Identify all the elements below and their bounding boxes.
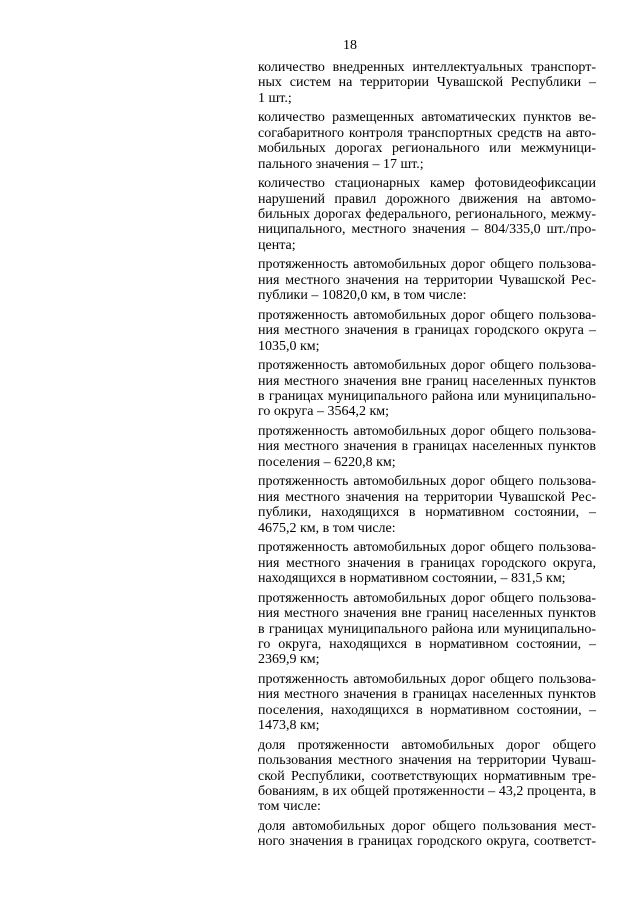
paragraph — [258, 819, 596, 850]
text-line: нарушений правил дорожного движения на автомо- — [258, 191, 596, 207]
text-line: количество внедренных интеллектуальных транспорт- — [258, 60, 596, 75]
text-line: ния местного значения вне границ населенных пунктов — [258, 373, 596, 389]
text-line: протяженность автомобильных дорог общего пользова- — [258, 424, 596, 440]
text-line: ния местного значения на территории Чувашской Рес- — [258, 272, 596, 288]
text-line: протяженность автомобильных дорог общего пользова- — [258, 307, 596, 323]
text-line: согабаритного контроля транспортных средств на авто- — [258, 125, 596, 141]
text-line: в границах муниципального района или муниципально- — [258, 621, 596, 637]
text-line: 1473,8 км; — [258, 718, 320, 734]
text-line: находящихся в нормативном состоянии, – 831,5 км; — [258, 571, 566, 587]
text-line: ных систем на территории Чувашской Республики – — [258, 75, 596, 91]
text-line: ниципального, местного значения – 804/335,0 шт./про- — [258, 222, 596, 238]
text-line: публики, находящихся в нормативном состоянии, – — [258, 505, 596, 521]
text-line: доля протяженности автомобильных дорог общего — [258, 737, 596, 753]
text-line: пального значения – 17 шт.; — [258, 156, 424, 172]
paragraph — [258, 308, 596, 354]
text-line: количество стационарных камер фотовидеофиксации — [258, 176, 596, 192]
text-line: 1035,0 км; — [258, 338, 320, 354]
text-line: протяженность автомобильных дорог общего пользова- — [258, 474, 596, 490]
text-line: поселения – 6220,8 км; — [258, 454, 396, 470]
paragraph — [258, 358, 596, 420]
page-number: 18 — [343, 38, 357, 53]
text-line: ния местного значения в границах населенных пунктов — [258, 687, 596, 703]
text-line: протяженность автомобильных дорог общего пользова- — [258, 590, 596, 606]
text-line: цента; — [258, 237, 296, 253]
text-line: протяженность автомобильных дорог общего пользова- — [258, 540, 596, 556]
text-line: ния местного значения в границах населенных пунктов — [258, 439, 596, 455]
text-line: пользования местного значения на территории Чуваш- — [258, 753, 596, 769]
text-line: в границах муниципального района или муниципально- — [258, 389, 596, 405]
paragraph — [258, 257, 596, 303]
text-line: го округа, находящихся в нормативном состоянии, – — [258, 636, 596, 652]
text-line: бильных дорогах федерального, регионального, межму- — [258, 207, 596, 223]
paragraph — [258, 738, 596, 815]
text-line: поселения, находящихся в нормативном состоянии, – — [258, 702, 596, 718]
text-line: ской Республики, соответствующих нормативным тре- — [258, 768, 596, 784]
text-line: ния местного значения на территории Чувашской Рес- — [258, 489, 596, 505]
paragraph — [258, 60, 596, 106]
text-line: доля автомобильных дорог общего пользования мест- — [258, 818, 596, 834]
text-line: протяженность автомобильных дорог общего пользова- — [258, 358, 596, 374]
text-line: том числе: — [258, 799, 321, 815]
paragraph — [258, 540, 596, 586]
paragraph — [258, 176, 596, 253]
text-line: ния местного значения вне границ населенных пунктов — [258, 606, 596, 622]
text-line: публики – 10820,0 км, в том числе: — [258, 288, 467, 304]
paragraph — [258, 474, 596, 536]
text-line: количество размещенных автоматических пунктов ве- — [258, 110, 596, 126]
text-line: бованиям, в их общей протяженности – 43,2 процента, в — [258, 783, 596, 799]
paragraph — [258, 672, 596, 734]
text-line: протяженность автомобильных дорог общего пользова- — [258, 257, 596, 273]
paragraph — [258, 110, 596, 172]
document-body — [258, 60, 596, 854]
text-line: мобильных дорогах регионального или межмуници- — [258, 141, 596, 157]
paragraph — [258, 424, 596, 470]
text-line: ния местного значения в границах городского округа – — [258, 323, 596, 339]
text-line: ния местного значения в границах городского округа, — [258, 555, 596, 571]
text-line: 1 шт.; — [258, 90, 292, 106]
text-line: 4675,2 км, в том числе: — [258, 520, 396, 536]
text-line: 2369,9 км; — [258, 652, 320, 668]
text-line: ного значения в границах городского округа, соответст- — [258, 834, 596, 850]
text-line: го округа – 3564,2 км; — [258, 404, 390, 420]
text-line: протяженность автомобильных дорог общего пользова- — [258, 671, 596, 687]
paragraph — [258, 591, 596, 668]
